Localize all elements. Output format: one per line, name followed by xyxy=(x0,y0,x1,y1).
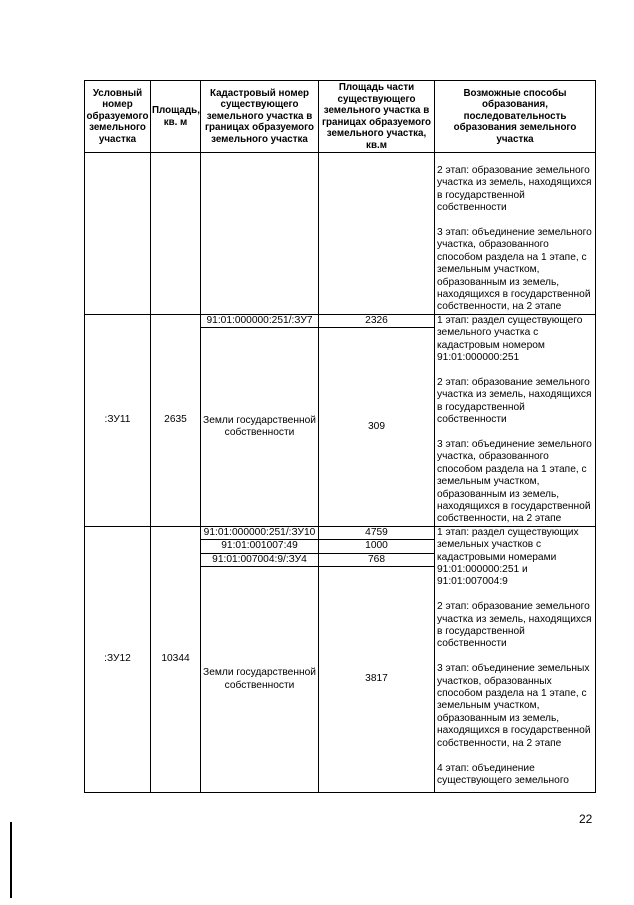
methods-cell: 1 этап: раздел существующего земельного участка с кадастровым номером 91:01:000000:251 2 этап: образование земельного участка из земель, находящихся в государственной собственности 3 этап: объединение земельного участка, образованного способом раздела на 1 этапе, с земельным участком, образованным из земель, находящихся в государственной собственности, на 2 этапе xyxy=(435,314,596,526)
plot-number-cell: :ЗУ12 xyxy=(85,526,151,792)
area-cell xyxy=(151,153,201,315)
table-row xyxy=(85,314,596,328)
part-area-cell: 768 xyxy=(319,553,435,566)
cadastral-cell: 91:01:001007:49 xyxy=(201,540,319,553)
area-cell: 10344 xyxy=(151,526,201,792)
scan-margin-line xyxy=(10,822,12,898)
part-area-cell: 2326 xyxy=(319,314,435,328)
table-row xyxy=(85,153,596,315)
plot-number-cell xyxy=(85,153,151,315)
land-plots-table xyxy=(84,80,596,793)
cadastral-cell xyxy=(201,153,319,315)
table-row xyxy=(85,526,596,539)
part-area-cell: 3817 xyxy=(319,567,435,793)
part-area-cell: 309 xyxy=(319,328,435,526)
cadastral-cell: Земли государственной собственности xyxy=(201,567,319,793)
header-plot-number: Условный номер образуемого земельного участка xyxy=(85,81,151,153)
part-area-cell: 4759 xyxy=(319,526,435,539)
header-formation-methods: Возможные способы образования, последовательность образования земельного участка xyxy=(435,81,596,153)
part-area-cell: 1000 xyxy=(319,540,435,553)
plot-number-cell: :ЗУ11 xyxy=(85,314,151,526)
methods-cell: 2 этап: образование земельного участка из земель, находящихся в государственной собственности 3 этап: объединение земельного участка, образованного способом раздела на 1 этапе, с земельным участком, образованным из земель, находящихся в государственной собственности, на 2 этапе xyxy=(435,153,596,315)
part-area-cell xyxy=(319,153,435,315)
header-cadastral-number: Кадастровый номер существующего земельного участка в границах образуемого земельного участка xyxy=(201,81,319,153)
cadastral-cell: 91:01:000000:251/:ЗУ10 xyxy=(201,526,319,539)
page-number: 22 xyxy=(579,812,593,826)
cadastral-cell: Земли государственной собственности xyxy=(201,328,319,526)
area-cell: 2635 xyxy=(151,314,201,526)
cadastral-cell: 91:01:000000:251/:ЗУ7 xyxy=(201,314,319,328)
table-header-row xyxy=(85,81,596,153)
header-part-area: Площадь части существующего земельного участка в границах образуемого земельного участка, кв.м xyxy=(319,81,435,153)
cadastral-cell: 91:01:007004:9/:ЗУ4 xyxy=(201,553,319,566)
header-area: Площадь, кв. м xyxy=(151,81,201,153)
methods-cell: 1 этап: раздел существующих земельных участков с кадастровыми номерами 91:01:000000:251 и 91:01:007004:9 2 этап: образование земельного участка из земель, находящихся в государственной собственности 3 этап: объединение земельных участков, образованных способом раздела на 1 этапе, с земельным участком, образованным из земель, находящихся в государственной собственности, на 2 этапе 4 этап: объединение существующего земельного xyxy=(435,526,596,792)
